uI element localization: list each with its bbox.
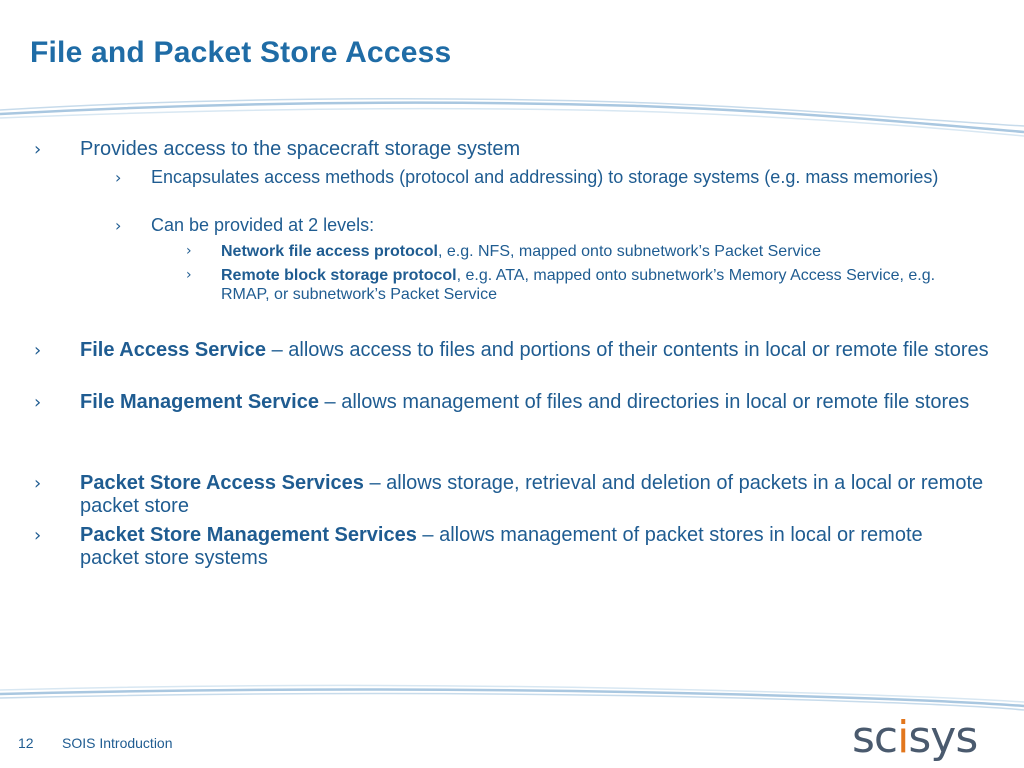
- list-item: [0, 524, 980, 570]
- bullet-text: [80, 472, 1005, 518]
- list-item: [0, 472, 1005, 518]
- list-item: [0, 339, 1000, 362]
- term-description: – allows management of packet stores in local or remote packet store systems: [80, 524, 923, 569]
- chevron-right-icon: ›: [186, 267, 192, 283]
- footer-label: SOIS Introduction: [62, 735, 173, 751]
- chevron-right-icon: ›: [34, 139, 42, 160]
- logo-text-end: sys: [908, 712, 978, 763]
- bottom-wave-decoration: [0, 680, 1024, 716]
- list-item: [0, 167, 991, 188]
- bullet-text: Encapsulates access methods (protocol and addressing) to storage systems (e.g. mass memories): [151, 167, 939, 187]
- list-item: [0, 138, 980, 161]
- bullet-text: [80, 524, 980, 570]
- chevron-right-icon: ›: [34, 340, 42, 361]
- logo-accent-letter: i: [897, 712, 909, 763]
- chevron-right-icon: ›: [115, 216, 122, 235]
- list-item: [0, 242, 1001, 261]
- chevron-right-icon: ›: [186, 243, 192, 259]
- term-description: – allows storage, retrieval and deletion of packets in a local or remote packet store: [80, 472, 984, 517]
- slide-title: File and Packet Store Access: [30, 36, 452, 69]
- logo-text-start: sc: [852, 712, 898, 763]
- bullet-text: [221, 242, 1001, 261]
- list-item: [0, 266, 961, 304]
- bullet-text: Can be provided at 2 levels:: [151, 215, 375, 235]
- bold-term: Remote block storage protocol: [221, 267, 457, 284]
- chevron-right-icon: ›: [34, 392, 42, 413]
- term-description: – allows access to files and portions of their contents in local or remote file stores: [266, 339, 989, 361]
- bold-term: File Management Service: [80, 391, 319, 413]
- bold-term: Network file access protocol: [221, 243, 438, 260]
- bullet-text: [80, 339, 1000, 362]
- bullet-text: Provides access to the spacecraft storage system: [80, 138, 521, 160]
- bold-term: Packet Store Access Services: [80, 472, 364, 494]
- top-wave-decoration: [0, 92, 1024, 140]
- bold-term: Packet Store Management Services: [80, 524, 417, 546]
- bold-term: File Access Service: [80, 339, 267, 361]
- term-description: , e.g. NFS, mapped onto subnetwork’s Packet Service: [437, 243, 821, 260]
- chevron-right-icon: ›: [34, 473, 42, 494]
- scisys-logo: [852, 712, 977, 763]
- bullet-text: [80, 391, 1000, 414]
- chevron-right-icon: ›: [34, 525, 42, 546]
- page-number: 12: [18, 735, 34, 751]
- bullet-text: [221, 266, 961, 304]
- chevron-right-icon: ›: [115, 168, 122, 187]
- list-item: [0, 215, 991, 236]
- term-description: – allows management of files and directories in local or remote file stores: [318, 391, 970, 413]
- list-item: [0, 391, 1000, 414]
- term-description: , e.g. ATA, mapped onto subnetwork’s Memory Access Service, e.g. RMAP, or subnetwork’s Packet Service: [221, 267, 936, 303]
